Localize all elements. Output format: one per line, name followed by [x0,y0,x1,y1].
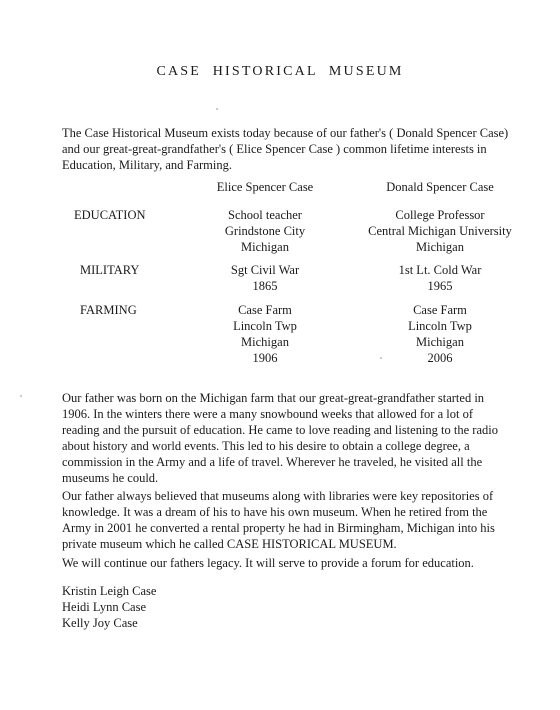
paragraph-line: knowledge. It was a dream of his to have his own museum. When he retired from the [62,505,488,519]
paragraph-line: private museum which he called CASE HISTORICAL MUSEUM. [62,537,397,551]
column-header-donald: Donald Spencer Case [386,180,494,194]
cell-farming-elice [195,302,335,366]
cell-line: 2006 [427,351,453,365]
paragraph-museum-dream [62,488,532,552]
intro-line: Education, Military, and Farming. [62,158,232,172]
cell-education-donald [355,207,525,255]
cell-line: 1st Lt. Cold War [398,263,482,277]
paragraph-line: reading and the pursuit of education. He came to love reading and listening to the radio [62,423,498,437]
paragraph-line: 1906. In the winters there were a many snowbound weeks that allowed for a lot of [62,407,473,421]
paragraph-line: Army in 2001 he converted a rental property he had in Birmingham, Michigan into his [62,521,495,535]
intro-line: The Case Historical Museum exists today because of our father's ( Donald Spencer Case) [62,126,509,140]
paragraph-line: Our father was born on the Michigan farm that our great-great-grandfather started in [62,391,485,405]
closing-statement [62,555,532,571]
signature-name: Kristin Leigh Case [62,584,157,598]
closing-line: We will continue our fathers legacy. It will serve to provide a forum for education. [62,556,474,570]
cell-line: Sgt Civil War [230,263,300,277]
cell-line: Michigan [241,240,289,254]
cell-line: Lincoln Twp [408,319,472,333]
paragraph-upbringing [62,390,532,486]
cell-education-elice [195,207,335,255]
cell-line: Case Farm [413,303,467,317]
cell-line: Case Farm [238,303,292,317]
paragraph-line: about history and world events. This led to his desire to obtain a college degree, a [62,439,470,453]
cell-line: Lincoln Twp [233,319,297,333]
cell-line: 1965 [427,279,453,293]
paragraph-line: museums he could. [62,471,159,485]
row-label-farming: FARMING [80,303,137,317]
signature-name: Kelly Joy Case [62,616,138,630]
cell-line: Grindstone City [224,224,306,238]
document-title: CASE HISTORICAL MUSEUM [156,64,404,79]
cell-military-donald [355,262,525,294]
signature-block [62,583,156,631]
cell-line: 1906 [252,351,278,365]
paragraph-line: Our father always believed that museums along with libraries were key repositories of [62,489,494,503]
cell-line: Michigan [416,240,464,254]
signature-name: Heidi Lynn Case [62,600,147,614]
scan-speck [216,108,218,110]
cell-line: School teacher [228,208,302,222]
row-label-education: EDUCATION [74,208,146,222]
row-label-military: MILITARY [80,263,140,277]
cell-line: 1865 [252,279,278,293]
cell-line: Michigan [416,335,464,349]
intro-line: and our great-great-grandfather's ( Elice Spencer Case ) common lifetime interests in [62,142,487,156]
scan-speck [380,357,382,359]
cell-military-elice [195,262,335,294]
cell-line: College Professor [395,208,485,222]
cell-line: Central Michigan University [368,224,512,238]
scan-speck [20,395,22,397]
intro-paragraph [62,125,532,173]
cell-line: Michigan [241,335,289,349]
column-header-elice: Elice Spencer Case [216,180,314,194]
paragraph-line: commission in the Army and a life of travel. Wherever he traveled, he visited all the [62,455,483,469]
